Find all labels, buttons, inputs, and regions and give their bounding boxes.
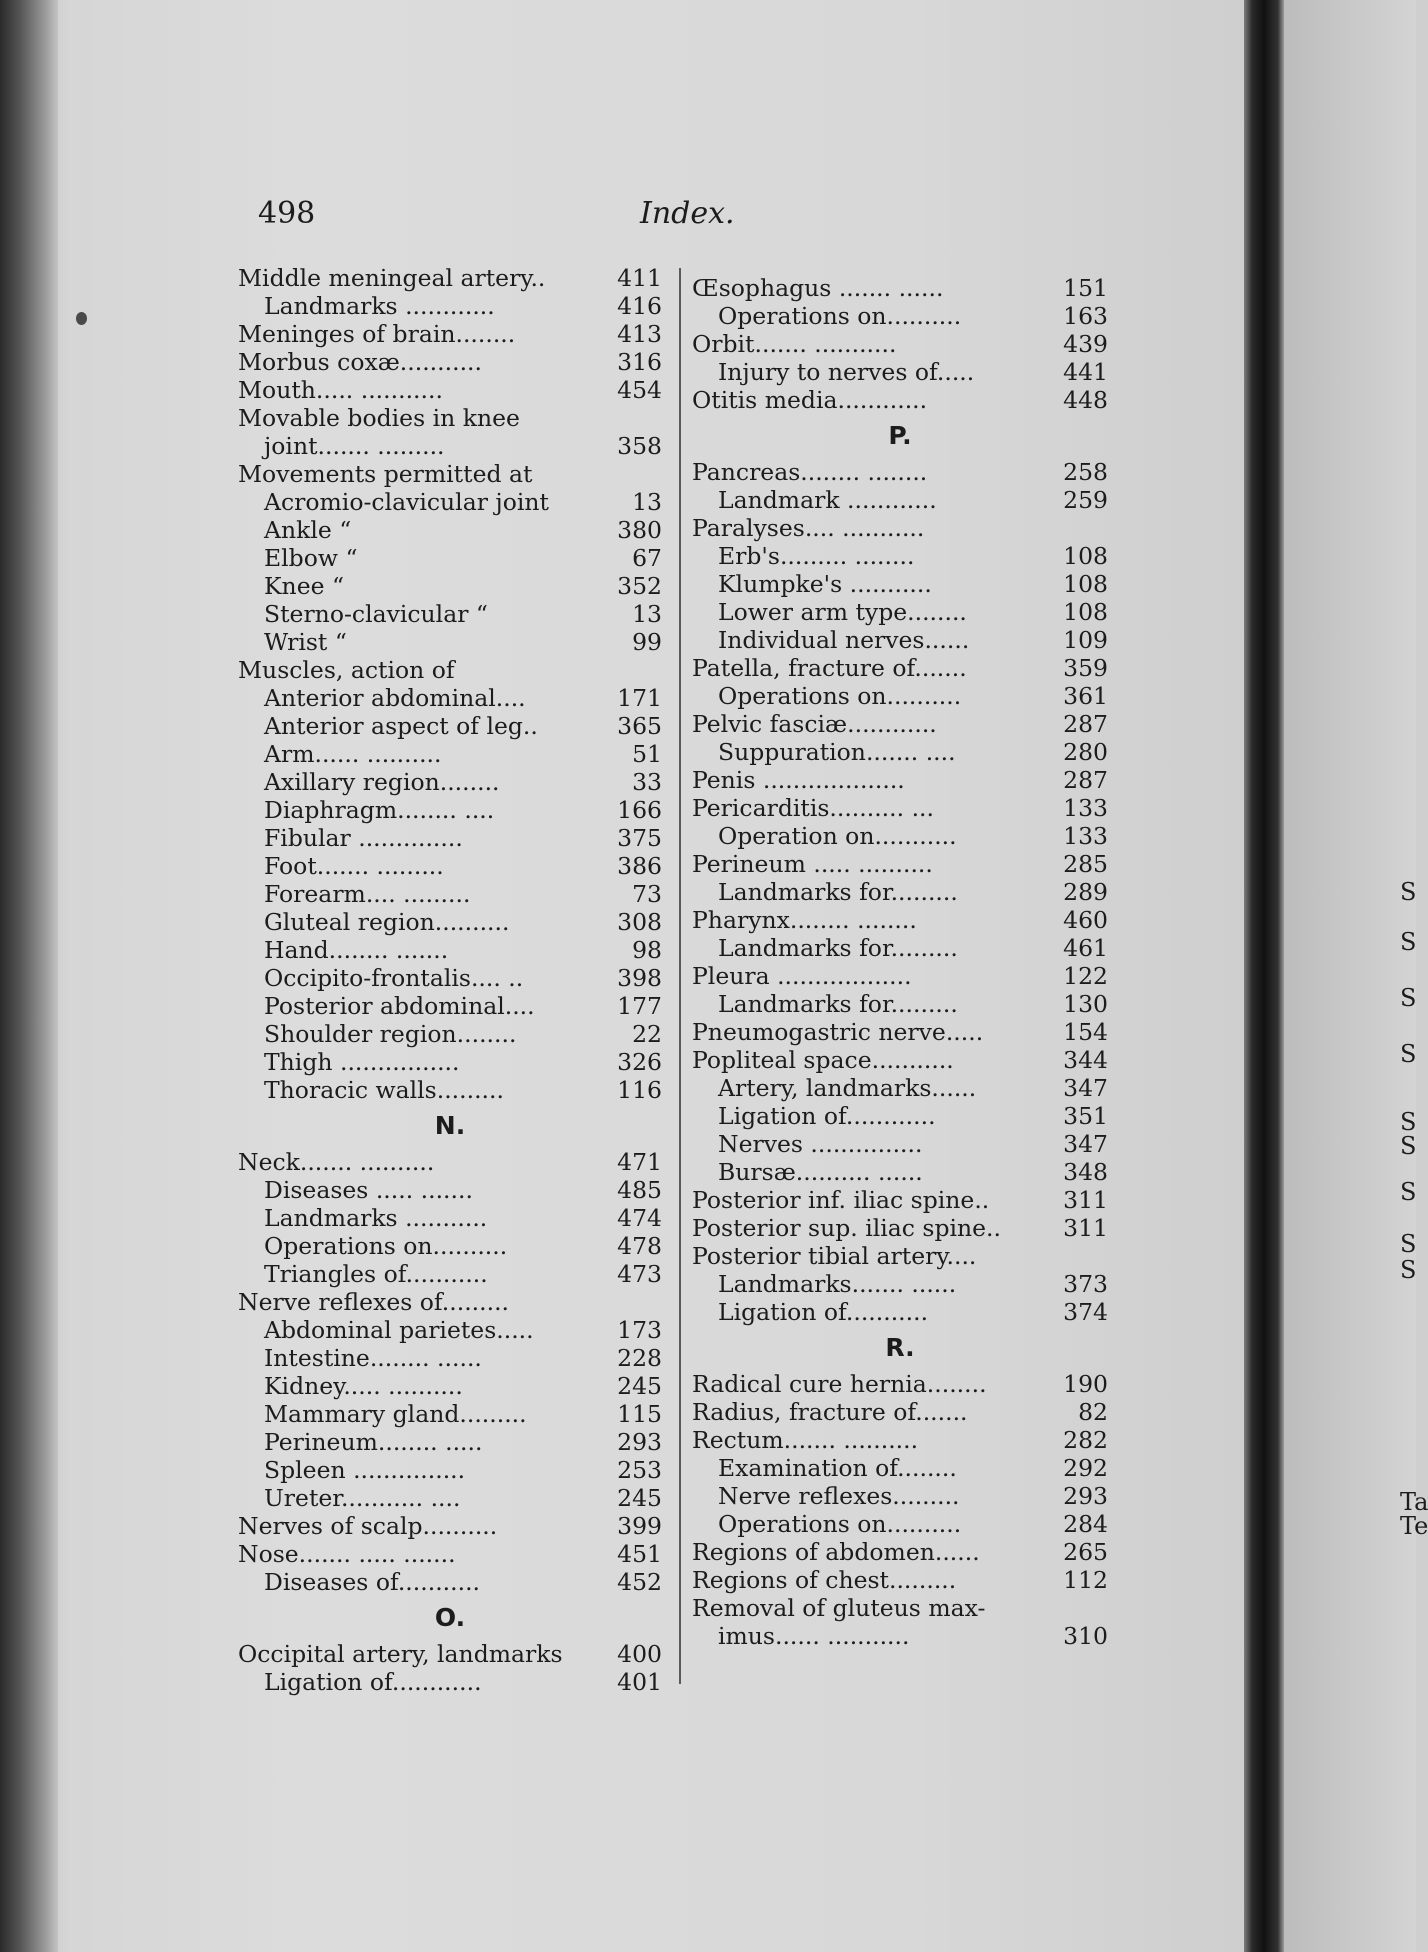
index-page-ref: 352 xyxy=(617,572,662,600)
index-entry xyxy=(692,1370,1108,1398)
index-term: Pancreas........ ........ xyxy=(692,458,928,486)
index-term: Nerves ............... xyxy=(718,1130,923,1158)
index-entry xyxy=(238,292,662,320)
index-page-ref: 452 xyxy=(617,1568,662,1596)
index-entry xyxy=(692,386,1108,414)
index-page-ref: 292 xyxy=(1063,1454,1108,1482)
index-page-ref: 228 xyxy=(617,1344,662,1372)
index-page-ref: 308 xyxy=(617,908,662,936)
index-term: Landmarks for......... xyxy=(718,878,958,906)
index-term: Wrist “ xyxy=(264,628,347,656)
index-term: Elbow “ xyxy=(264,544,358,572)
book-gutter xyxy=(1244,0,1284,1952)
index-entry xyxy=(692,906,1108,934)
index-term: Foot....... ......... xyxy=(264,852,444,880)
facing-page xyxy=(1284,0,1428,1952)
index-term: Acromio-clavicular joint xyxy=(264,488,549,516)
index-page-ref: 115 xyxy=(617,1400,662,1428)
index-entry xyxy=(692,794,1108,822)
index-page-ref: 253 xyxy=(617,1456,662,1484)
index-term: Perineum........ ..... xyxy=(264,1428,483,1456)
index-page-ref: 108 xyxy=(1063,542,1108,570)
index-page-ref: 22 xyxy=(632,1020,662,1048)
index-term: Landmarks for......... xyxy=(718,990,958,1018)
facing-page-fragment: S xyxy=(1400,984,1417,1012)
ink-blot xyxy=(76,312,87,325)
index-entry xyxy=(238,1568,662,1596)
index-entry xyxy=(238,656,662,684)
index-column-left xyxy=(238,264,662,1696)
index-page-ref: 116 xyxy=(617,1076,662,1104)
index-page-ref: 284 xyxy=(1063,1510,1108,1538)
index-entry xyxy=(692,682,1108,710)
index-term: Operation on........... xyxy=(718,822,957,850)
index-page-ref: 99 xyxy=(632,628,662,656)
index-term: Mouth..... ........... xyxy=(238,376,443,404)
index-entry xyxy=(692,486,1108,514)
index-entry xyxy=(238,852,662,880)
index-entry xyxy=(692,710,1108,738)
index-page-ref: 380 xyxy=(617,516,662,544)
index-page-ref: 373 xyxy=(1063,1270,1108,1298)
index-entry xyxy=(238,1400,662,1428)
index-entry xyxy=(238,824,662,852)
index-term: Erb's......... ........ xyxy=(718,542,915,570)
index-entry xyxy=(692,1270,1108,1298)
index-term: Landmarks....... ...... xyxy=(718,1270,957,1298)
index-entry xyxy=(238,1176,662,1204)
index-page-ref: 82 xyxy=(1078,1398,1108,1426)
index-term: Sterno-clavicular “ xyxy=(264,600,488,628)
index-page-ref: 245 xyxy=(617,1372,662,1400)
running-title: Index. xyxy=(640,196,735,231)
index-term: Regions of chest......... xyxy=(692,1566,957,1594)
index-term: Bursæ.......... ...... xyxy=(718,1158,923,1186)
index-term: Ligation of........... xyxy=(718,1298,929,1326)
index-page-ref: 265 xyxy=(1063,1538,1108,1566)
index-term: Rectum....... .......... xyxy=(692,1426,919,1454)
index-entry xyxy=(692,626,1108,654)
index-page-ref: 282 xyxy=(1063,1426,1108,1454)
index-page-ref: 130 xyxy=(1063,990,1108,1018)
index-entry xyxy=(238,1484,662,1512)
index-page-ref: 400 xyxy=(617,1640,662,1668)
index-page-ref: 347 xyxy=(1063,1130,1108,1158)
section-letter: P. xyxy=(888,421,912,450)
index-page-ref: 13 xyxy=(632,488,662,516)
index-entry xyxy=(238,516,662,544)
index-term: Operations on.......... xyxy=(718,1510,962,1538)
index-page-ref: 108 xyxy=(1063,570,1108,598)
index-term: Shoulder region........ xyxy=(264,1020,517,1048)
index-term: Pelvic fasciæ............ xyxy=(692,710,937,738)
index-entry xyxy=(692,1622,1108,1650)
index-entry xyxy=(692,302,1108,330)
index-page-ref: 411 xyxy=(617,264,662,292)
index-term: Axillary region........ xyxy=(264,768,500,796)
index-term: Posterior abdominal.... xyxy=(264,992,535,1020)
index-entry xyxy=(692,990,1108,1018)
index-page-ref: 33 xyxy=(632,768,662,796)
index-entry xyxy=(238,432,662,460)
index-entry xyxy=(692,1426,1108,1454)
index-page-ref: 401 xyxy=(617,1668,662,1696)
facing-page-fragment: S xyxy=(1400,1256,1417,1284)
index-page-ref: 289 xyxy=(1063,878,1108,906)
index-entry xyxy=(692,458,1108,486)
index-entry xyxy=(692,1538,1108,1566)
index-entry xyxy=(238,1668,662,1696)
index-page-ref: 285 xyxy=(1063,850,1108,878)
index-term: Penis ................... xyxy=(692,766,905,794)
index-term: Klumpke's ........... xyxy=(718,570,932,598)
index-page-ref: 163 xyxy=(1063,302,1108,330)
index-entry xyxy=(238,740,662,768)
index-page-ref: 151 xyxy=(1063,274,1108,302)
index-term: Landmarks ............ xyxy=(264,292,495,320)
index-term: Occipital artery, landmarks xyxy=(238,1640,563,1668)
index-term: Gluteal region.......... xyxy=(264,908,510,936)
index-page-ref: 310 xyxy=(1063,1622,1108,1650)
index-term: Perineum ..... .......... xyxy=(692,850,933,878)
index-page-ref: 439 xyxy=(1063,330,1108,358)
index-term: Pneumogastric nerve..... xyxy=(692,1018,984,1046)
index-entry xyxy=(238,964,662,992)
page-number: 498 xyxy=(258,196,316,231)
index-entry xyxy=(692,1454,1108,1482)
section-letter: N. xyxy=(434,1111,466,1140)
index-term: Mammary gland......... xyxy=(264,1400,527,1428)
index-entry xyxy=(238,600,662,628)
index-term: Hand........ ....... xyxy=(264,936,449,964)
index-page-ref: 51 xyxy=(632,740,662,768)
index-entry xyxy=(692,1566,1108,1594)
index-term: Abdominal parietes..... xyxy=(264,1316,534,1344)
index-term: Occipito-frontalis.... .. xyxy=(264,964,524,992)
index-entry xyxy=(238,684,662,712)
facing-page-fragment: S xyxy=(1400,1230,1417,1258)
index-term: Examination of........ xyxy=(718,1454,957,1482)
index-term: Artery, landmarks...... xyxy=(718,1074,977,1102)
index-page-ref: 311 xyxy=(1063,1214,1108,1242)
index-page-ref: 13 xyxy=(632,600,662,628)
index-page-ref: 365 xyxy=(617,712,662,740)
index-page-ref: 166 xyxy=(617,796,662,824)
index-entry xyxy=(238,936,662,964)
index-entry xyxy=(238,796,662,824)
index-entry xyxy=(238,320,662,348)
index-page-ref: 374 xyxy=(1063,1298,1108,1326)
index-term: Nerves of scalp.......... xyxy=(238,1512,498,1540)
index-page-ref: 344 xyxy=(1063,1046,1108,1074)
index-page-ref: 478 xyxy=(617,1232,662,1260)
index-entry xyxy=(238,1260,662,1288)
index-term: Regions of abdomen...... xyxy=(692,1538,980,1566)
index-page-ref: 287 xyxy=(1063,766,1108,794)
index-term: Paralyses.... ........... xyxy=(692,514,925,542)
index-term: Operations on.......... xyxy=(718,682,962,710)
index-entry xyxy=(238,1204,662,1232)
index-term: Nerve reflexes of......... xyxy=(238,1288,510,1316)
index-entry xyxy=(238,544,662,572)
index-term: Diseases ..... ....... xyxy=(264,1176,473,1204)
index-term: Patella, fracture of....... xyxy=(692,654,967,682)
index-entry xyxy=(692,1158,1108,1186)
index-entry xyxy=(238,264,662,292)
index-term: Intestine........ ...... xyxy=(264,1344,482,1372)
index-term: Landmark ............ xyxy=(718,486,937,514)
index-page-ref: 441 xyxy=(1063,358,1108,386)
index-page-ref: 280 xyxy=(1063,738,1108,766)
index-term: Spleen ............... xyxy=(264,1456,466,1484)
index-column-right xyxy=(692,274,1108,1650)
index-term: Pleura .................. xyxy=(692,962,912,990)
index-entry xyxy=(692,1594,1108,1622)
index-term: Arm...... .......... xyxy=(264,740,442,768)
index-entry xyxy=(238,572,662,600)
index-term: Pharynx........ ........ xyxy=(692,906,917,934)
index-page-ref: 98 xyxy=(632,936,662,964)
facing-page-fragment: Ta xyxy=(1400,1488,1428,1516)
index-term: Landmarks ........... xyxy=(264,1204,488,1232)
index-term: Ureter........... .... xyxy=(264,1484,461,1512)
index-page-ref: 311 xyxy=(1063,1186,1108,1214)
index-page-ref: 326 xyxy=(617,1048,662,1076)
index-page-ref: 359 xyxy=(1063,654,1108,682)
index-page-ref: 109 xyxy=(1063,626,1108,654)
index-term: Thoracic walls......... xyxy=(264,1076,504,1104)
index-page-ref: 177 xyxy=(617,992,662,1020)
facing-page-fragment: Te xyxy=(1400,1512,1428,1540)
index-page-ref: 133 xyxy=(1063,794,1108,822)
index-page-ref: 471 xyxy=(617,1148,662,1176)
index-entry xyxy=(692,850,1108,878)
index-term: Nose....... ..... ....... xyxy=(238,1540,456,1568)
index-page-ref: 416 xyxy=(617,292,662,320)
index-page-ref: 108 xyxy=(1063,598,1108,626)
index-page-ref: 154 xyxy=(1063,1018,1108,1046)
index-entry xyxy=(692,878,1108,906)
index-entry xyxy=(692,934,1108,962)
index-entry xyxy=(692,514,1108,542)
index-term: Otitis media............ xyxy=(692,386,928,414)
index-term: Popliteal space........... xyxy=(692,1046,954,1074)
book-spine-shadow xyxy=(0,0,58,1952)
index-entry xyxy=(692,542,1108,570)
index-page-ref: 245 xyxy=(617,1484,662,1512)
index-term: Orbit....... ........... xyxy=(692,330,897,358)
index-term: Movable bodies in knee xyxy=(238,404,520,432)
index-entry xyxy=(238,1456,662,1484)
index-page-ref: 386 xyxy=(617,852,662,880)
index-term: Nerve reflexes......... xyxy=(718,1482,960,1510)
index-entry xyxy=(692,1398,1108,1426)
index-entry xyxy=(692,274,1108,302)
index-entry xyxy=(238,1148,662,1176)
index-term: Muscles, action of xyxy=(238,656,455,684)
index-term: Diseases of........... xyxy=(264,1568,481,1596)
index-entry xyxy=(692,358,1108,386)
index-entry xyxy=(238,1288,662,1316)
index-page-ref: 454 xyxy=(617,376,662,404)
index-entry xyxy=(238,1232,662,1260)
index-term: Anterior aspect of leg.. xyxy=(264,712,538,740)
facing-page-fragment: S xyxy=(1400,928,1417,956)
index-page-ref: 351 xyxy=(1063,1102,1108,1130)
facing-page-fragment: S xyxy=(1400,1132,1417,1160)
index-page-ref: 112 xyxy=(1063,1566,1108,1594)
index-entry xyxy=(238,908,662,936)
section-letter: O. xyxy=(434,1603,466,1632)
index-term: Posterior tibial artery.... xyxy=(692,1242,977,1270)
index-entry xyxy=(692,1510,1108,1538)
index-page-ref: 287 xyxy=(1063,710,1108,738)
index-term: Diaphragm........ .... xyxy=(264,796,495,824)
index-page-ref: 485 xyxy=(617,1176,662,1204)
index-entry xyxy=(692,1074,1108,1102)
index-page-ref: 133 xyxy=(1063,822,1108,850)
index-term: Lower arm type........ xyxy=(718,598,967,626)
index-entry xyxy=(238,712,662,740)
index-term: Injury to nerves of..... xyxy=(718,358,975,386)
index-term: Fibular .............. xyxy=(264,824,463,852)
index-page-ref: 448 xyxy=(1063,386,1108,414)
index-page-ref: 259 xyxy=(1063,486,1108,514)
index-page-ref: 190 xyxy=(1063,1370,1108,1398)
index-entry xyxy=(692,738,1108,766)
index-entry xyxy=(238,348,662,376)
index-page-ref: 474 xyxy=(617,1204,662,1232)
index-page-ref: 451 xyxy=(617,1540,662,1568)
index-page-ref: 375 xyxy=(617,824,662,852)
index-term: Pericarditis.......... ... xyxy=(692,794,934,822)
index-entry xyxy=(692,962,1108,990)
index-term: Radius, fracture of....... xyxy=(692,1398,968,1426)
index-page-ref: 361 xyxy=(1063,682,1108,710)
index-term: Ligation of............ xyxy=(718,1102,936,1130)
index-term: Kidney..... .......... xyxy=(264,1372,463,1400)
index-page-ref: 67 xyxy=(632,544,662,572)
index-entry xyxy=(238,1344,662,1372)
index-term: Forearm.... ......... xyxy=(264,880,471,908)
index-entry xyxy=(238,1512,662,1540)
index-entry xyxy=(238,880,662,908)
index-entry xyxy=(238,1020,662,1048)
index-entry xyxy=(692,1186,1108,1214)
index-entry xyxy=(238,768,662,796)
index-term: Œsophagus ....... ...... xyxy=(692,274,944,302)
index-page-ref: 398 xyxy=(617,964,662,992)
index-entry xyxy=(238,1372,662,1400)
index-entry xyxy=(238,992,662,1020)
index-page-ref: 473 xyxy=(617,1260,662,1288)
index-term: Neck....... .......... xyxy=(238,1148,435,1176)
facing-page-fragment: S xyxy=(1400,1108,1417,1136)
index-page-ref: 460 xyxy=(1063,906,1108,934)
index-term: Operations on.......... xyxy=(264,1232,508,1260)
index-entry xyxy=(692,1242,1108,1270)
facing-page-fragment: S xyxy=(1400,1040,1417,1068)
index-page-ref: 347 xyxy=(1063,1074,1108,1102)
index-term: Movements permitted at xyxy=(238,460,533,488)
index-entry xyxy=(692,1046,1108,1074)
index-term: Morbus coxæ........... xyxy=(238,348,482,376)
index-term: Individual nerves...... xyxy=(718,626,970,654)
index-term: Removal of gluteus max- xyxy=(692,1594,986,1622)
facing-page-fragment: S xyxy=(1400,1178,1417,1206)
index-entry xyxy=(692,654,1108,682)
index-page-ref: 122 xyxy=(1063,962,1108,990)
index-entry xyxy=(238,1540,662,1568)
index-page-ref: 293 xyxy=(617,1428,662,1456)
index-term: Middle meningeal artery.. xyxy=(238,264,546,292)
index-entry xyxy=(692,822,1108,850)
index-term: Knee “ xyxy=(264,572,344,600)
index-page-ref: 258 xyxy=(1063,458,1108,486)
index-entry xyxy=(692,1130,1108,1158)
index-page-ref: 293 xyxy=(1063,1482,1108,1510)
index-entry xyxy=(692,1298,1108,1326)
index-entry xyxy=(692,598,1108,626)
index-entry xyxy=(692,1482,1108,1510)
index-entry xyxy=(238,1316,662,1344)
index-entry xyxy=(692,330,1108,358)
index-entry xyxy=(238,1048,662,1076)
index-entry xyxy=(238,488,662,516)
index-entry xyxy=(238,628,662,656)
index-term: Thigh ................ xyxy=(264,1048,460,1076)
index-term: Ankle “ xyxy=(264,516,352,544)
index-page-ref: 413 xyxy=(617,320,662,348)
index-entry xyxy=(238,404,662,432)
index-page-ref: 316 xyxy=(617,348,662,376)
index-page-ref: 173 xyxy=(617,1316,662,1344)
facing-page-fragment: S xyxy=(1400,878,1417,906)
index-page-ref: 348 xyxy=(1063,1158,1108,1186)
index-term: Radical cure hernia........ xyxy=(692,1370,987,1398)
index-term: imus...... ........... xyxy=(718,1622,910,1650)
index-page-ref: 399 xyxy=(617,1512,662,1540)
index-term: Posterior sup. iliac spine.. xyxy=(692,1214,1001,1242)
column-divider xyxy=(679,268,681,1684)
index-term: Posterior inf. iliac spine.. xyxy=(692,1186,990,1214)
index-term: Ligation of............ xyxy=(264,1668,482,1696)
section-letter: R. xyxy=(885,1333,915,1362)
index-term: Meninges of brain........ xyxy=(238,320,516,348)
index-term: Landmarks for......... xyxy=(718,934,958,962)
index-entry xyxy=(692,1102,1108,1130)
index-entry xyxy=(692,570,1108,598)
index-entry xyxy=(238,1640,662,1668)
index-term: Operations on.......... xyxy=(718,302,962,330)
index-term: Triangles of........... xyxy=(264,1260,488,1288)
index-term: Suppuration....... .... xyxy=(718,738,956,766)
index-page-ref: 358 xyxy=(617,432,662,460)
index-term: joint....... ......... xyxy=(264,432,445,460)
index-entry xyxy=(692,1214,1108,1242)
index-entry xyxy=(692,766,1108,794)
index-page-ref: 73 xyxy=(632,880,662,908)
index-entry xyxy=(238,376,662,404)
index-entry xyxy=(692,1018,1108,1046)
index-page-ref: 461 xyxy=(1063,934,1108,962)
index-entry xyxy=(238,1076,662,1104)
index-page-ref: 171 xyxy=(617,684,662,712)
index-entry xyxy=(238,1428,662,1456)
index-term: Anterior abdominal.... xyxy=(264,684,526,712)
index-entry xyxy=(238,460,662,488)
